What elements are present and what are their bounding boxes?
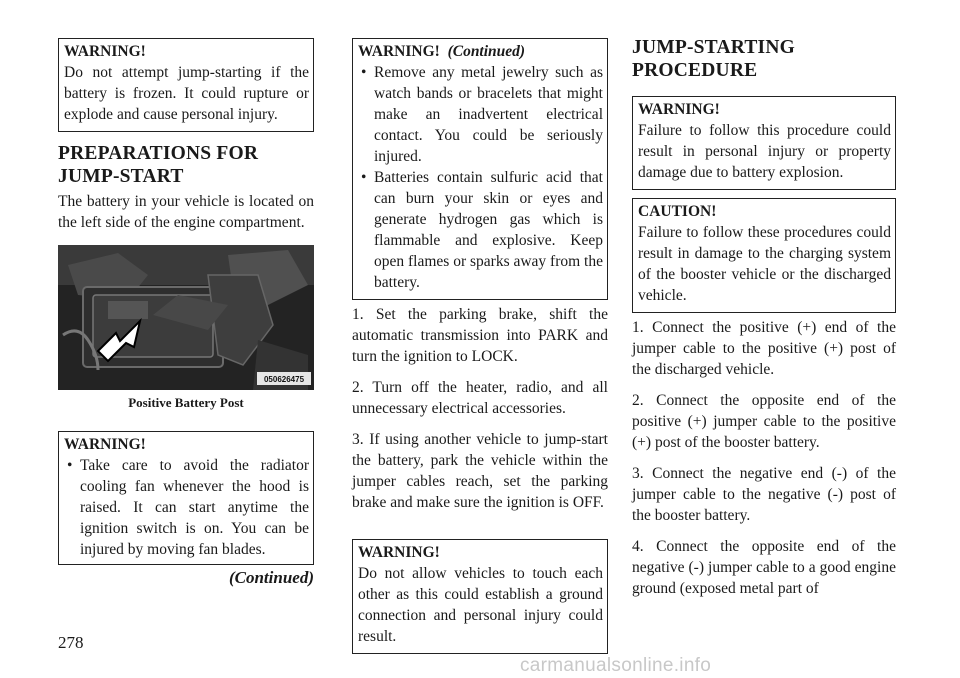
section-heading-procedure: JUMP-STARTING PROCEDURE bbox=[632, 37, 795, 81]
warning-title: WARNING! bbox=[64, 43, 146, 60]
section-heading-preparations: PREPARATIONS FOR JUMP-START bbox=[58, 143, 259, 187]
warning-text: Do not allow vehicles to touch each other as this could establish a ground connection and personal injury could result. bbox=[358, 565, 603, 645]
intro-paragraph: The battery in your vehicle is located on the left side of the engine compartment. bbox=[58, 193, 314, 231]
column-1 bbox=[58, 0, 314, 588]
warning-text: Failure to follow this procedure could result in personal injury or property damage due to battery explosion. bbox=[638, 122, 891, 181]
watermark: carmanualsonline.info bbox=[520, 655, 712, 676]
warning-box-frozen bbox=[58, 38, 314, 132]
warning-bullets bbox=[358, 62, 603, 293]
step-1: 1. Connect the positive (+) end of the jumper cable to the positive (+) post of the discharged vehicle. bbox=[632, 319, 896, 378]
caution-title: CAUTION! bbox=[638, 203, 717, 220]
warning-box-continued bbox=[352, 38, 608, 300]
step-3: 3. If using another vehicle to jump-start the battery, park the vehicle within the jumper cables reach, set the parking brake and make sure the ignition is OFF. bbox=[352, 431, 608, 511]
step-1: 1. Set the parking brake, shift the automatic transmission into PARK and turn the ignition to LOCK. bbox=[352, 306, 608, 365]
battery-figure bbox=[58, 245, 314, 390]
continued-label: (Continued) bbox=[228, 568, 314, 587]
column-2 bbox=[352, 0, 608, 654]
warning-box-fan bbox=[58, 431, 314, 565]
continued-suffix: (Continued) bbox=[447, 43, 526, 60]
step-3: 3. Connect the negative end (-) of the jumper cable to the negative (-) post of the booster battery. bbox=[632, 465, 896, 524]
warning-bullet: • Take care to avoid the radiator cooling fan whenever the hood is raised. It can start anytime the ignition switch is on. You can be injured by moving fan blades. bbox=[80, 455, 309, 560]
warning-title: WARNING! bbox=[638, 101, 720, 118]
warning-title: WARNING! bbox=[358, 544, 440, 561]
caution-text: Failure to follow these procedures could result in damage to the charging system of the booster vehicle or the discharged vehicle. bbox=[638, 224, 891, 304]
warning-box-touch bbox=[352, 539, 608, 654]
warning-box-procedure bbox=[632, 96, 896, 190]
warning-title: WARNING! bbox=[64, 436, 146, 453]
step-2: 2. Turn off the heater, radio, and all unnecessary electrical accessories. bbox=[352, 379, 608, 417]
warning-bullet: • Batteries contain sulfuric acid that can burn your skin or eyes and generate hydrogen gas which is flammable and explosive. Keep open flames or sparks away from the battery. bbox=[374, 167, 603, 293]
warning-text: Do not attempt jump-starting if the battery is frozen. It could rupture or explode and cause personal injury. bbox=[64, 64, 309, 123]
figure-code: 050626475 bbox=[263, 375, 305, 384]
page-number: 278 bbox=[58, 633, 84, 652]
step-2: 2. Connect the opposite end of the positive (+) jumper cable to the positive (+) post of the booster battery. bbox=[632, 392, 896, 451]
step-4: 4. Connect the opposite end of the negative (-) jumper cable to a good engine ground (exposed metal part of bbox=[632, 538, 896, 597]
figure-caption: Positive Battery Post bbox=[128, 395, 244, 410]
engine-compartment-illustration bbox=[58, 245, 314, 390]
column-3 bbox=[632, 0, 896, 599]
warning-title: WARNING! (Continued) bbox=[358, 43, 526, 60]
warning-bullets bbox=[64, 455, 309, 560]
caution-box bbox=[632, 198, 896, 313]
warning-bullet: • Remove any metal jewelry such as watch bands or bracelets that might make an inadvertent electrical contact. You could be seriously injured. bbox=[374, 62, 603, 167]
